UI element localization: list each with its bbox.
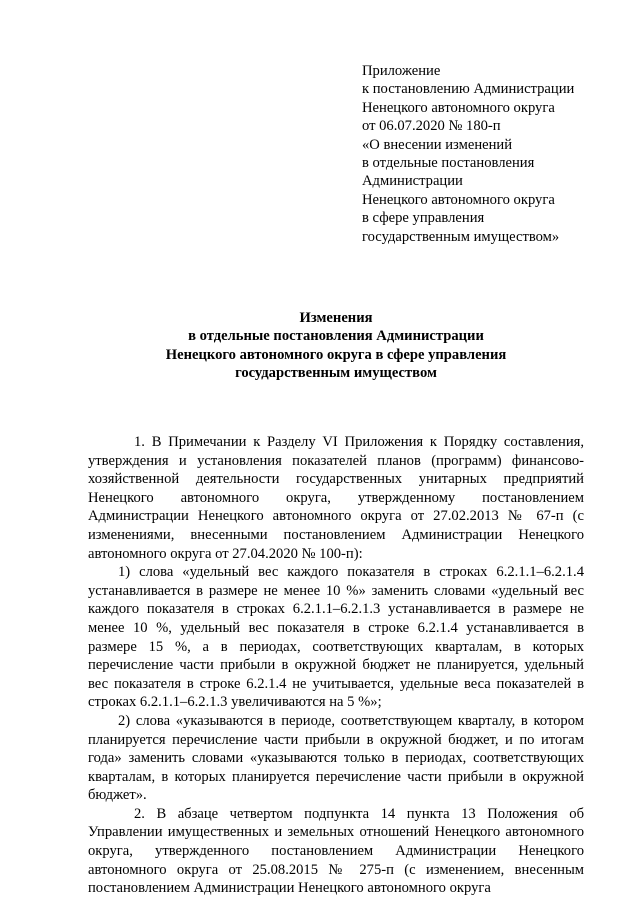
appendix-line: Ненецкого автономного округа [362,99,555,116]
body-subparagraph-1: 1) слова «удельный вес каждого показателя в строках 6.2.1.1–6.2.1.4 устанавливается в размере не менее 10 %» заменить словами «удельный вес каждого показателя в строках 6.2.1.1–6.2.1.3 устанавливается в размере не менее 10 %, удельный вес показателя в строке 6.2.1.4 устанавливается в размере 15 %, а в периодах, соответствующих кварталам, в которых перечисление части прибыли в окружной бюджет не планируется, удельный вес показателя в строке 6.2.1.4 не учитывается, удельные веса показателей в строках 6.2.1.1–6.2.1.3 увеличиваются на 5 %»; [88,564,584,711]
title-line: Ненецкого автономного округа в сфере управления [165,346,507,363]
appendix-line: Приложение [362,63,441,79]
appendix-line: в отдельные постановления [362,155,535,172]
appendix-line: в сфере управления [362,210,485,227]
appendix-line: государственным имуществом» [362,228,560,245]
appendix-line: Администрации [362,173,463,190]
appendix-line: от 06.07.2020 № 180-п [362,118,501,135]
appendix-header [362,62,622,246]
body-subparagraph-2: 2) слова «указываются в периоде, соответствующем кварталу, в котором планируется перечисление части прибыли в окружной бюджет, и по итогам года» заменить словами «указываются только в периодах, соответствующих кварталам, в которых планируется перечисление части прибыли в окружной бюджет». [88,712,584,804]
appendix-line: к постановлению Администрации [362,81,575,98]
title-line: Изменения [299,310,373,326]
appendix-line: Ненецкого автономного округа [362,191,555,208]
title-line: государственным имуществом [235,365,437,382]
document-title [88,309,584,383]
body-paragraph-2: 2. В абзаце четвертом подпункта 14 пункта 13 Положения об Управлении имущественных и земельных отношений Ненецкого автономного округа, утвержденного постановлением Администрации Ненецкого автономного округа от 25.08.2015 № 275-п (с изменением, внесенным постановлением Администрации Ненецкого автономного округа [88,805,584,897]
body-paragraph-1: 1. В Примечании к Разделу VI Приложения к Порядку составления, утверждения и установления показателей планов (программ) финансово-хозяйственной деятельности государственных унитарных предприятий Ненецкого автономного округа, утвержденному постановлением Администрации Ненецкого автономного округа от 27.02.2013 № 67-п (с изменениями, внесенными постановлением Администрации Ненецкого автономного округа от 27.04.2020 № 100-п): [88,434,584,562]
document-body [88,433,584,898]
appendix-line: «О внесении изменений [362,136,513,153]
title-line: в отдельные постановления Администрации [188,328,484,345]
